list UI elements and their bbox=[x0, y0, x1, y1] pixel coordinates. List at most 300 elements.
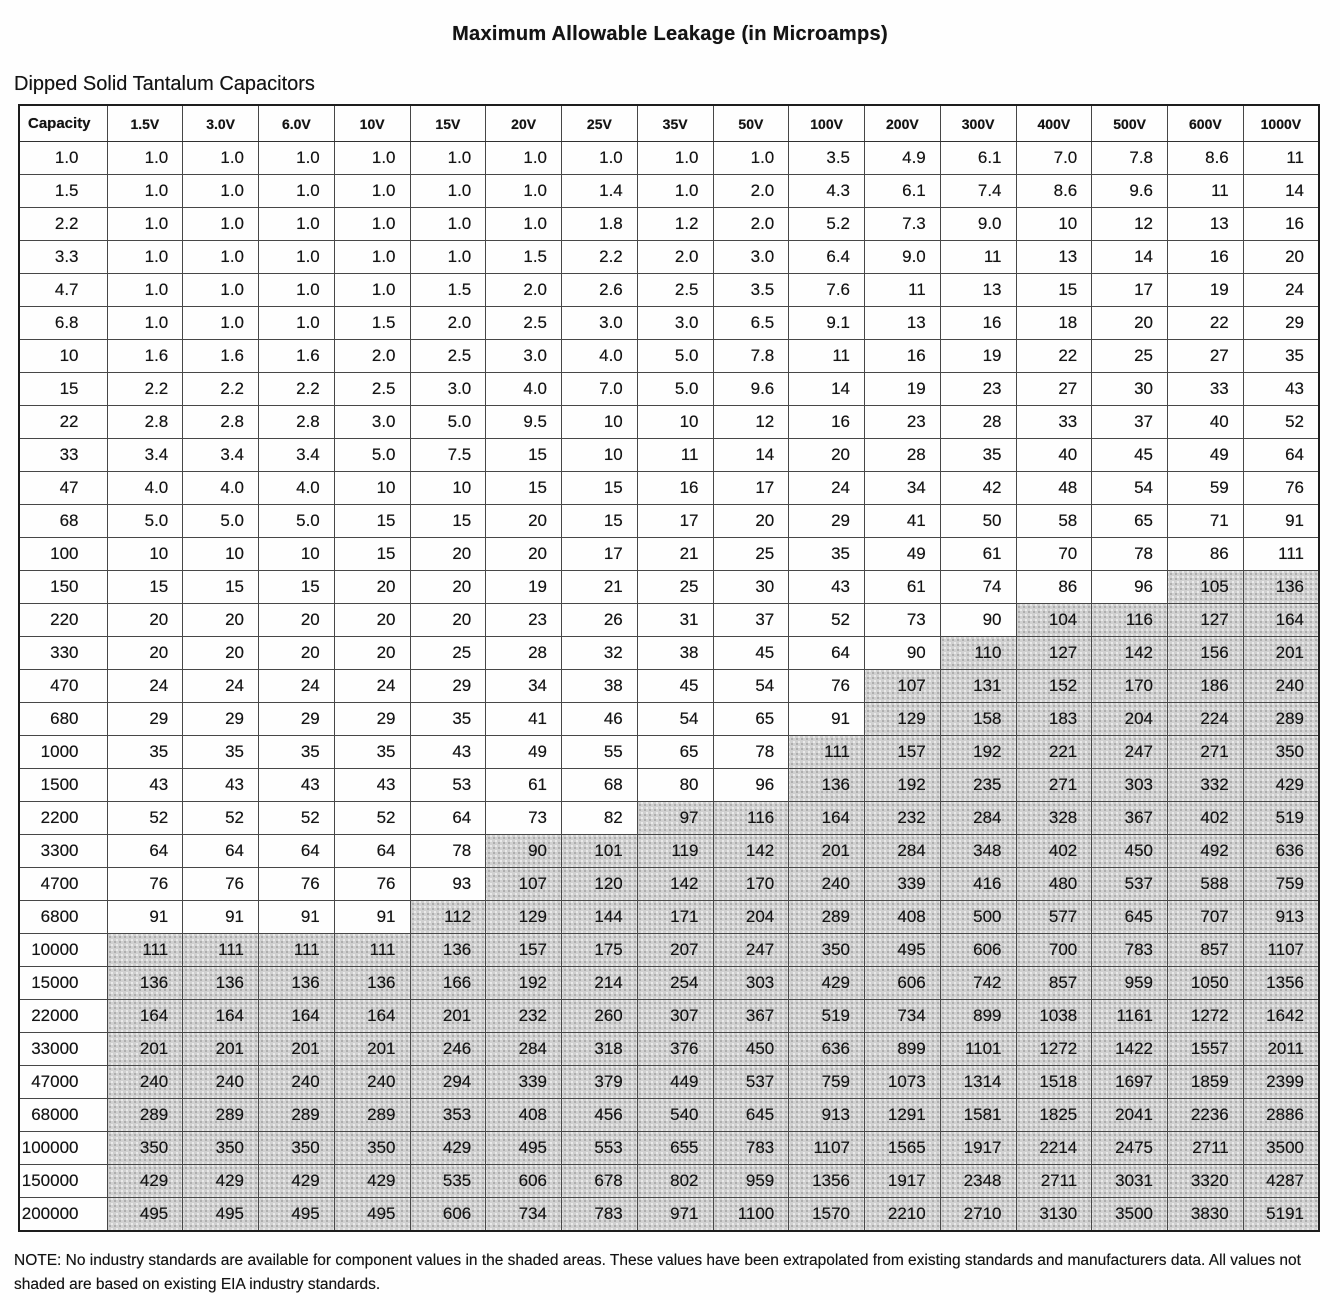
capacity-cell: 33000 bbox=[19, 1033, 107, 1066]
value-cell: 52 bbox=[107, 802, 183, 835]
value-cell: 55 bbox=[562, 736, 638, 769]
value-cell: 7.4 bbox=[940, 175, 1016, 208]
capacity-cell: 2200 bbox=[19, 802, 107, 835]
value-cell-shaded: 164 bbox=[183, 1000, 259, 1033]
value-cell: 2.5 bbox=[486, 307, 562, 340]
value-cell-shaded: 1038 bbox=[1016, 1000, 1092, 1033]
table-row bbox=[19, 1033, 1319, 1066]
value-cell: 25 bbox=[713, 538, 789, 571]
value-cell-shaded: 1272 bbox=[1168, 1000, 1244, 1033]
value-cell: 35 bbox=[107, 736, 183, 769]
value-cell: 54 bbox=[713, 670, 789, 703]
value-cell-shaded: 170 bbox=[1092, 670, 1168, 703]
value-cell-shaded: 289 bbox=[334, 1099, 410, 1132]
value-cell-shaded: 232 bbox=[865, 802, 941, 835]
value-cell: 11 bbox=[940, 241, 1016, 274]
column-header: 15V bbox=[410, 105, 486, 142]
value-cell: 11 bbox=[865, 274, 941, 307]
value-cell: 65 bbox=[713, 703, 789, 736]
value-cell: 43 bbox=[259, 769, 335, 802]
value-cell-shaded: 1917 bbox=[940, 1132, 1016, 1165]
value-cell-shaded: 3830 bbox=[1168, 1198, 1244, 1232]
value-cell: 1.0 bbox=[259, 175, 335, 208]
value-cell-shaded: 495 bbox=[865, 934, 941, 967]
value-cell-shaded: 1581 bbox=[940, 1099, 1016, 1132]
table-head bbox=[19, 105, 1319, 142]
value-cell-shaded: 318 bbox=[562, 1033, 638, 1066]
table-row bbox=[19, 472, 1319, 505]
column-header: 50V bbox=[713, 105, 789, 142]
table-row bbox=[19, 1132, 1319, 1165]
value-cell-shaded: 367 bbox=[713, 1000, 789, 1033]
value-cell: 1.0 bbox=[637, 142, 713, 175]
value-cell: 35 bbox=[940, 439, 1016, 472]
value-cell: 22 bbox=[1016, 340, 1092, 373]
value-cell: 93 bbox=[410, 868, 486, 901]
value-cell-shaded: 700 bbox=[1016, 934, 1092, 967]
note-text: NOTE: No industry standards are available for component values in the shaded areas. These values have been extrapolated from existing standards and manufacturers data. All values not shaded are based on existing EIA industry standards. bbox=[14, 1252, 1301, 1294]
value-cell: 34 bbox=[486, 670, 562, 703]
value-cell: 24 bbox=[107, 670, 183, 703]
value-cell: 10 bbox=[259, 538, 335, 571]
value-cell-shaded: 240 bbox=[789, 868, 865, 901]
value-cell-shaded: 636 bbox=[1243, 835, 1319, 868]
table-row bbox=[19, 1198, 1319, 1232]
value-cell: 7.3 bbox=[865, 208, 941, 241]
value-cell-shaded: 90 bbox=[486, 835, 562, 868]
value-cell-shaded: 1570 bbox=[789, 1198, 865, 1232]
value-cell: 9.1 bbox=[789, 307, 865, 340]
value-cell: 76 bbox=[1243, 472, 1319, 505]
value-cell: 10 bbox=[183, 538, 259, 571]
value-cell: 13 bbox=[1016, 241, 1092, 274]
table-row bbox=[19, 637, 1319, 670]
value-cell-shaded: 284 bbox=[865, 835, 941, 868]
value-cell: 12 bbox=[713, 406, 789, 439]
value-cell-shaded: 480 bbox=[1016, 868, 1092, 901]
value-cell-shaded: 136 bbox=[107, 967, 183, 1000]
value-cell-shaded: 537 bbox=[713, 1066, 789, 1099]
value-cell: 54 bbox=[1092, 472, 1168, 505]
value-cell-shaded: 959 bbox=[1092, 967, 1168, 1000]
value-cell-shaded: 429 bbox=[410, 1132, 486, 1165]
value-cell: 1.8 bbox=[562, 208, 638, 241]
value-cell-shaded: 350 bbox=[259, 1132, 335, 1165]
value-cell: 29 bbox=[183, 703, 259, 736]
value-cell-shaded: 136 bbox=[1243, 571, 1319, 604]
value-cell: 6.5 bbox=[713, 307, 789, 340]
value-cell-shaded: 429 bbox=[183, 1165, 259, 1198]
value-cell-shaded: 606 bbox=[940, 934, 1016, 967]
value-cell-shaded: 289 bbox=[107, 1099, 183, 1132]
value-cell-shaded: 429 bbox=[334, 1165, 410, 1198]
value-cell-shaded: 1642 bbox=[1243, 1000, 1319, 1033]
value-cell-shaded: 284 bbox=[486, 1033, 562, 1066]
table-row bbox=[19, 802, 1319, 835]
capacity-cell: 150000 bbox=[19, 1165, 107, 1198]
value-cell-shaded: 3031 bbox=[1092, 1165, 1168, 1198]
value-cell: 16 bbox=[789, 406, 865, 439]
value-cell-shaded: 221 bbox=[1016, 736, 1092, 769]
value-cell-shaded: 339 bbox=[865, 868, 941, 901]
value-cell: 5.0 bbox=[183, 505, 259, 538]
capacity-cell: 4.7 bbox=[19, 274, 107, 307]
value-cell: 29 bbox=[259, 703, 335, 736]
value-cell-shaded: 577 bbox=[1016, 901, 1092, 934]
value-cell: 9.6 bbox=[1092, 175, 1168, 208]
value-cell-shaded: 429 bbox=[789, 967, 865, 1000]
value-cell: 11 bbox=[789, 340, 865, 373]
value-cell-shaded: 3500 bbox=[1243, 1132, 1319, 1165]
value-cell-shaded: 158 bbox=[940, 703, 1016, 736]
value-cell-shaded: 142 bbox=[713, 835, 789, 868]
value-cell-shaded: 2214 bbox=[1016, 1132, 1092, 1165]
value-cell-shaded: 2041 bbox=[1092, 1099, 1168, 1132]
value-cell: 14 bbox=[713, 439, 789, 472]
value-cell: 76 bbox=[107, 868, 183, 901]
column-header: 200V bbox=[865, 105, 941, 142]
capacity-cell: 68 bbox=[19, 505, 107, 538]
value-cell: 1.0 bbox=[410, 175, 486, 208]
value-cell-shaded: 408 bbox=[865, 901, 941, 934]
value-cell: 3.0 bbox=[562, 307, 638, 340]
value-cell: 3.4 bbox=[259, 439, 335, 472]
value-cell-shaded: 1100 bbox=[713, 1198, 789, 1232]
value-cell-shaded: 376 bbox=[637, 1033, 713, 1066]
value-cell-shaded: 104 bbox=[1016, 604, 1092, 637]
value-cell-shaded: 1859 bbox=[1168, 1066, 1244, 1099]
table-body bbox=[19, 142, 1319, 1232]
column-header: 35V bbox=[637, 105, 713, 142]
value-cell: 91 bbox=[1243, 505, 1319, 538]
value-cell: 43 bbox=[183, 769, 259, 802]
value-cell-shaded: 175 bbox=[562, 934, 638, 967]
value-cell-shaded: 101 bbox=[562, 835, 638, 868]
value-cell-shaded: 500 bbox=[940, 901, 1016, 934]
value-cell: 3.0 bbox=[334, 406, 410, 439]
value-cell-shaded: 116 bbox=[713, 802, 789, 835]
value-cell-shaded: 201 bbox=[410, 1000, 486, 1033]
value-cell: 1.0 bbox=[107, 274, 183, 307]
value-cell: 2.0 bbox=[410, 307, 486, 340]
value-cell: 90 bbox=[865, 637, 941, 670]
value-cell: 29 bbox=[107, 703, 183, 736]
value-cell: 52 bbox=[789, 604, 865, 637]
value-cell: 1.0 bbox=[334, 142, 410, 175]
table-row bbox=[19, 934, 1319, 967]
value-cell: 14 bbox=[1243, 175, 1319, 208]
value-cell: 21 bbox=[562, 571, 638, 604]
value-cell: 1.0 bbox=[183, 307, 259, 340]
value-cell-shaded: 1050 bbox=[1168, 967, 1244, 1000]
value-cell: 15 bbox=[259, 571, 335, 604]
value-cell: 19 bbox=[940, 340, 1016, 373]
value-cell: 6.4 bbox=[789, 241, 865, 274]
value-cell: 20 bbox=[486, 505, 562, 538]
value-cell: 18 bbox=[1016, 307, 1092, 340]
column-header: 100V bbox=[789, 105, 865, 142]
value-cell-shaded: 1518 bbox=[1016, 1066, 1092, 1099]
value-cell: 78 bbox=[1092, 538, 1168, 571]
value-cell-shaded: 5191 bbox=[1243, 1198, 1319, 1232]
value-cell-shaded: 1073 bbox=[865, 1066, 941, 1099]
value-cell: 58 bbox=[1016, 505, 1092, 538]
value-cell-shaded: 2399 bbox=[1243, 1066, 1319, 1099]
value-cell-shaded: 759 bbox=[789, 1066, 865, 1099]
value-cell-shaded: 2475 bbox=[1092, 1132, 1168, 1165]
value-cell-shaded: 783 bbox=[1092, 934, 1168, 967]
value-cell-shaded: 2711 bbox=[1016, 1165, 1092, 1198]
value-cell: 15 bbox=[486, 439, 562, 472]
value-cell: 29 bbox=[410, 670, 486, 703]
value-cell: 76 bbox=[259, 868, 335, 901]
column-header: 600V bbox=[1168, 105, 1244, 142]
value-cell: 35 bbox=[1243, 340, 1319, 373]
value-cell-shaded: 645 bbox=[1092, 901, 1168, 934]
value-cell: 91 bbox=[183, 901, 259, 934]
value-cell-shaded: 707 bbox=[1168, 901, 1244, 934]
value-cell: 10 bbox=[410, 472, 486, 505]
table-row bbox=[19, 307, 1319, 340]
capacity-cell: 47 bbox=[19, 472, 107, 505]
table-row bbox=[19, 1066, 1319, 1099]
value-cell: 43 bbox=[1243, 373, 1319, 406]
value-cell-shaded: 111 bbox=[259, 934, 335, 967]
value-cell: 27 bbox=[1168, 340, 1244, 373]
value-cell: 15 bbox=[486, 472, 562, 505]
value-cell: 1.0 bbox=[183, 274, 259, 307]
value-cell: 2.8 bbox=[259, 406, 335, 439]
value-cell: 15 bbox=[334, 538, 410, 571]
capacity-cell: 330 bbox=[19, 637, 107, 670]
value-cell: 90 bbox=[940, 604, 1016, 637]
value-cell: 24 bbox=[789, 472, 865, 505]
value-cell: 2.0 bbox=[713, 175, 789, 208]
value-cell-shaded: 802 bbox=[637, 1165, 713, 1198]
value-cell-shaded: 183 bbox=[1016, 703, 1092, 736]
table-row bbox=[19, 175, 1319, 208]
value-cell-shaded: 235 bbox=[940, 769, 1016, 802]
value-cell: 4.0 bbox=[486, 373, 562, 406]
value-cell: 111 bbox=[1243, 538, 1319, 571]
value-cell: 26 bbox=[562, 604, 638, 637]
value-cell: 11 bbox=[637, 439, 713, 472]
value-cell: 91 bbox=[107, 901, 183, 934]
value-cell: 6.1 bbox=[865, 175, 941, 208]
value-cell: 91 bbox=[334, 901, 410, 934]
value-cell: 9.5 bbox=[486, 406, 562, 439]
value-cell: 52 bbox=[259, 802, 335, 835]
value-cell-shaded: 166 bbox=[410, 967, 486, 1000]
value-cell: 71 bbox=[1168, 505, 1244, 538]
value-cell-shaded: 294 bbox=[410, 1066, 486, 1099]
value-cell-shaded: 495 bbox=[259, 1198, 335, 1232]
table-row bbox=[19, 571, 1319, 604]
value-cell: 13 bbox=[940, 274, 1016, 307]
value-cell-shaded: 734 bbox=[486, 1198, 562, 1232]
value-cell-shaded: 495 bbox=[486, 1132, 562, 1165]
value-cell: 23 bbox=[940, 373, 1016, 406]
value-cell: 9.6 bbox=[713, 373, 789, 406]
column-header: 400V bbox=[1016, 105, 1092, 142]
value-cell-shaded: 899 bbox=[865, 1033, 941, 1066]
column-header: 500V bbox=[1092, 105, 1168, 142]
value-cell: 1.5 bbox=[486, 241, 562, 274]
value-cell: 86 bbox=[1168, 538, 1244, 571]
capacity-cell: 3.3 bbox=[19, 241, 107, 274]
value-cell: 32 bbox=[562, 637, 638, 670]
value-cell-shaded: 289 bbox=[259, 1099, 335, 1132]
value-cell-shaded: 2710 bbox=[940, 1198, 1016, 1232]
value-cell: 52 bbox=[183, 802, 259, 835]
value-cell: 3.0 bbox=[713, 241, 789, 274]
value-cell-shaded: 204 bbox=[713, 901, 789, 934]
value-cell-shaded: 783 bbox=[713, 1132, 789, 1165]
value-cell-shaded: 111 bbox=[789, 736, 865, 769]
value-cell-shaded: 402 bbox=[1168, 802, 1244, 835]
value-cell: 64 bbox=[107, 835, 183, 868]
value-cell: 27 bbox=[1016, 373, 1092, 406]
value-cell: 28 bbox=[865, 439, 941, 472]
value-cell-shaded: 3130 bbox=[1016, 1198, 1092, 1232]
value-cell-shaded: 119 bbox=[637, 835, 713, 868]
table-row bbox=[19, 835, 1319, 868]
value-cell-shaded: 4287 bbox=[1243, 1165, 1319, 1198]
value-cell-shaded: 429 bbox=[1243, 769, 1319, 802]
value-cell: 1.0 bbox=[410, 208, 486, 241]
value-cell: 5.2 bbox=[789, 208, 865, 241]
value-cell: 78 bbox=[713, 736, 789, 769]
value-cell-shaded: 289 bbox=[789, 901, 865, 934]
value-cell-shaded: 519 bbox=[789, 1000, 865, 1033]
table-row bbox=[19, 967, 1319, 1000]
value-cell: 1.5 bbox=[334, 307, 410, 340]
value-cell: 1.2 bbox=[637, 208, 713, 241]
value-cell-shaded: 136 bbox=[410, 934, 486, 967]
value-cell: 28 bbox=[486, 637, 562, 670]
value-cell: 16 bbox=[1168, 241, 1244, 274]
value-cell: 24 bbox=[1243, 274, 1319, 307]
value-cell-shaded: 350 bbox=[183, 1132, 259, 1165]
value-cell-shaded: 240 bbox=[334, 1066, 410, 1099]
value-cell: 76 bbox=[334, 868, 410, 901]
table-row bbox=[19, 868, 1319, 901]
value-cell: 2.5 bbox=[410, 340, 486, 373]
value-cell-shaded: 127 bbox=[1168, 604, 1244, 637]
value-cell: 1.0 bbox=[334, 241, 410, 274]
value-cell-shaded: 379 bbox=[562, 1066, 638, 1099]
value-cell-shaded: 350 bbox=[107, 1132, 183, 1165]
value-cell: 43 bbox=[789, 571, 865, 604]
value-cell-shaded: 350 bbox=[789, 934, 865, 967]
value-cell-shaded: 2886 bbox=[1243, 1099, 1319, 1132]
value-cell: 37 bbox=[713, 604, 789, 637]
value-cell: 10 bbox=[562, 439, 638, 472]
value-cell: 14 bbox=[1092, 241, 1168, 274]
value-cell-shaded: 170 bbox=[713, 868, 789, 901]
table-row bbox=[19, 1000, 1319, 1033]
value-cell-shaded: 519 bbox=[1243, 802, 1319, 835]
column-header: 20V bbox=[486, 105, 562, 142]
value-cell-shaded: 1107 bbox=[789, 1132, 865, 1165]
value-cell-shaded: 111 bbox=[334, 934, 410, 967]
value-cell: 1.0 bbox=[107, 307, 183, 340]
value-cell: 1.0 bbox=[183, 241, 259, 274]
value-cell: 1.0 bbox=[183, 175, 259, 208]
value-cell: 3.4 bbox=[183, 439, 259, 472]
table-row bbox=[19, 208, 1319, 241]
value-cell: 30 bbox=[713, 571, 789, 604]
value-cell-shaded: 332 bbox=[1168, 769, 1244, 802]
value-cell: 42 bbox=[940, 472, 1016, 505]
value-cell-shaded: 214 bbox=[562, 967, 638, 1000]
table-row bbox=[19, 274, 1319, 307]
value-cell: 2.0 bbox=[637, 241, 713, 274]
value-cell-shaded: 2210 bbox=[865, 1198, 941, 1232]
value-cell: 1.0 bbox=[107, 175, 183, 208]
value-cell: 4.9 bbox=[865, 142, 941, 175]
value-cell-shaded: 759 bbox=[1243, 868, 1319, 901]
value-cell: 48 bbox=[1016, 472, 1092, 505]
value-cell-shaded: 136 bbox=[334, 967, 410, 1000]
value-cell-shaded: 606 bbox=[486, 1165, 562, 1198]
value-cell: 20 bbox=[259, 637, 335, 670]
value-cell: 35 bbox=[259, 736, 335, 769]
value-cell: 49 bbox=[865, 538, 941, 571]
capacity-cell: 220 bbox=[19, 604, 107, 637]
value-cell-shaded: 111 bbox=[107, 934, 183, 967]
value-cell: 20 bbox=[410, 571, 486, 604]
value-cell: 9.0 bbox=[940, 208, 1016, 241]
value-cell: 64 bbox=[334, 835, 410, 868]
value-cell: 65 bbox=[1092, 505, 1168, 538]
value-cell: 20 bbox=[1092, 307, 1168, 340]
leakage-table bbox=[18, 104, 1320, 1232]
value-cell: 19 bbox=[865, 373, 941, 406]
value-cell-shaded: 120 bbox=[562, 868, 638, 901]
value-cell-shaded: 913 bbox=[1243, 901, 1319, 934]
value-cell: 43 bbox=[410, 736, 486, 769]
value-cell-shaded: 1422 bbox=[1092, 1033, 1168, 1066]
value-cell: 20 bbox=[410, 538, 486, 571]
value-cell-shaded: 240 bbox=[107, 1066, 183, 1099]
capacity-cell: 22 bbox=[19, 406, 107, 439]
capacity-cell: 33 bbox=[19, 439, 107, 472]
value-cell: 19 bbox=[486, 571, 562, 604]
value-cell-shaded: 402 bbox=[1016, 835, 1092, 868]
capacity-cell: 68000 bbox=[19, 1099, 107, 1132]
value-cell: 61 bbox=[865, 571, 941, 604]
value-cell: 96 bbox=[713, 769, 789, 802]
value-cell-shaded: 144 bbox=[562, 901, 638, 934]
value-cell: 2.2 bbox=[107, 373, 183, 406]
value-cell: 80 bbox=[637, 769, 713, 802]
value-cell-shaded: 201 bbox=[789, 835, 865, 868]
value-cell: 46 bbox=[562, 703, 638, 736]
column-header-capacity: Capacity bbox=[19, 105, 107, 142]
value-cell-shaded: 129 bbox=[486, 901, 562, 934]
value-cell: 52 bbox=[1243, 406, 1319, 439]
value-cell-shaded: 348 bbox=[940, 835, 1016, 868]
value-cell-shaded: 1161 bbox=[1092, 1000, 1168, 1033]
value-cell-shaded: 284 bbox=[940, 802, 1016, 835]
value-cell-shaded: 408 bbox=[486, 1099, 562, 1132]
value-cell: 3.0 bbox=[486, 340, 562, 373]
value-cell-shaded: 186 bbox=[1168, 670, 1244, 703]
value-cell-shaded: 201 bbox=[1243, 637, 1319, 670]
value-cell-shaded: 246 bbox=[410, 1033, 486, 1066]
value-cell-shaded: 1291 bbox=[865, 1099, 941, 1132]
